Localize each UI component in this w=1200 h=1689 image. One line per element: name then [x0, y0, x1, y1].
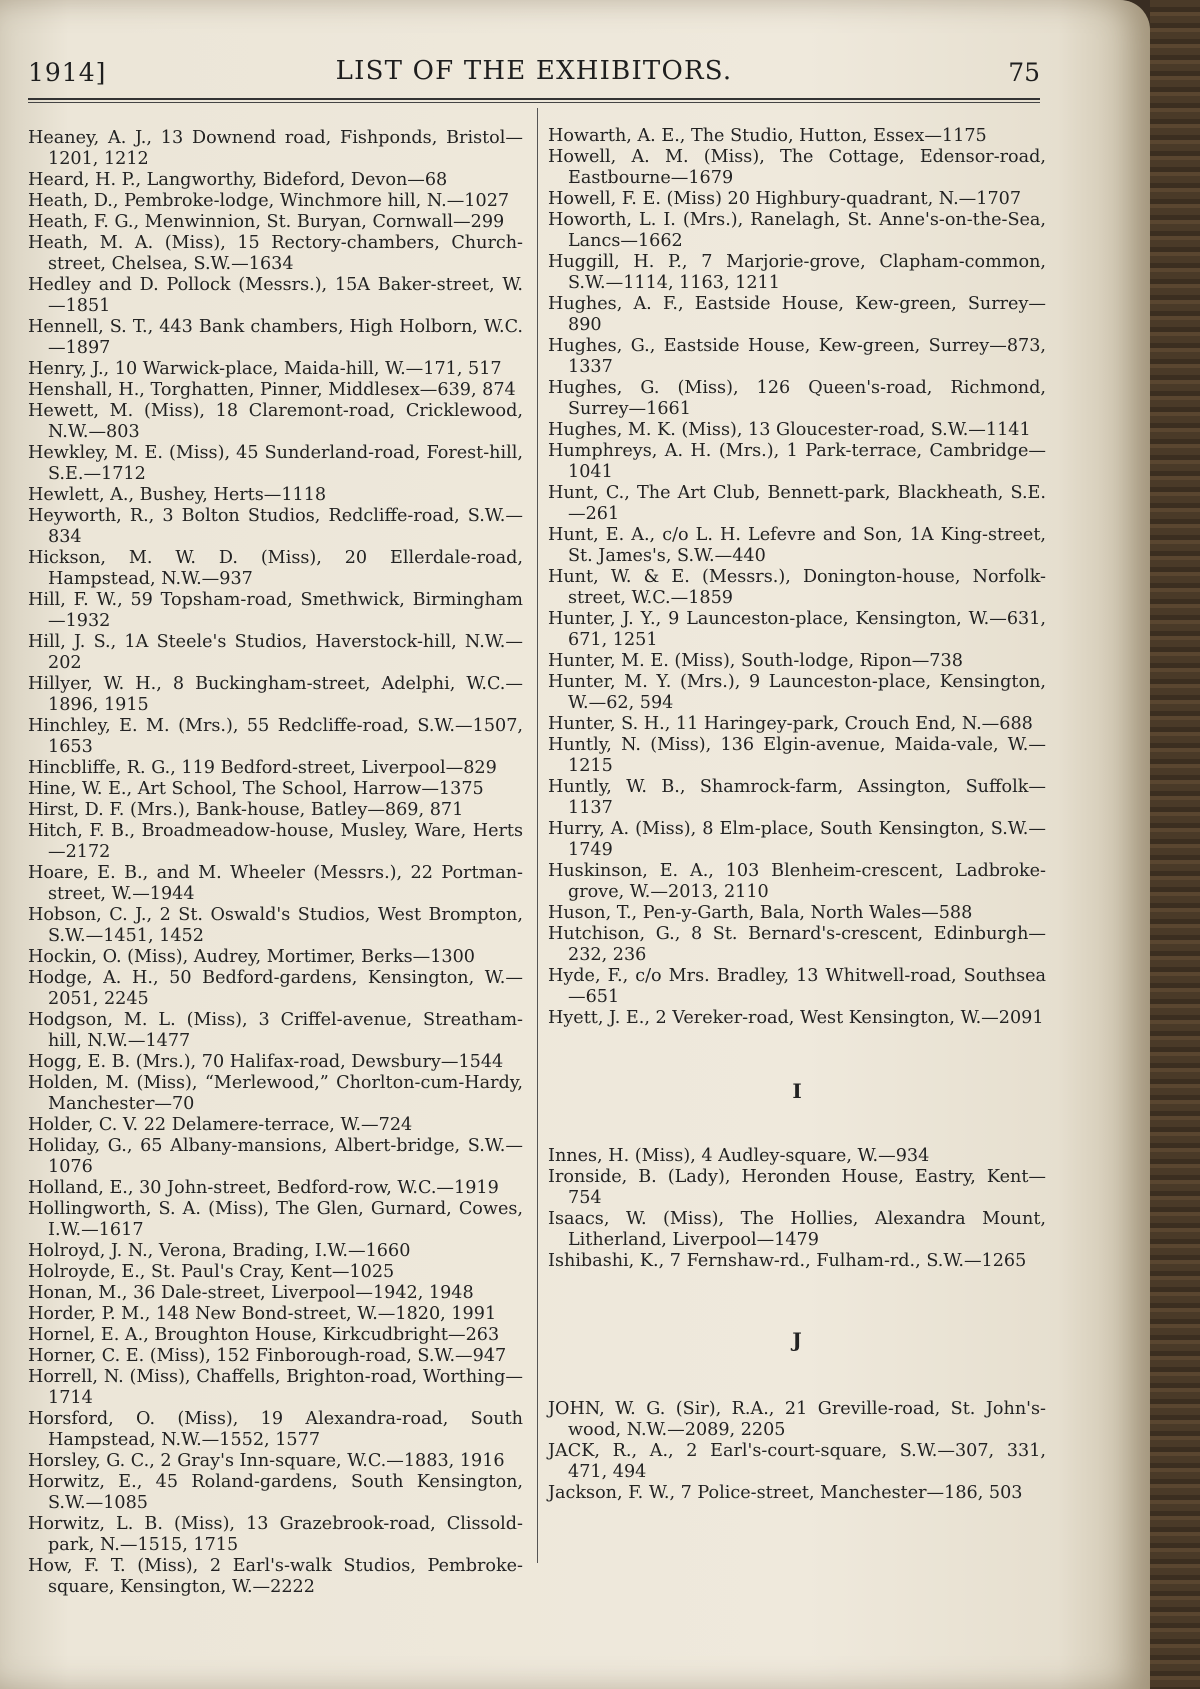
section-letter-j: J [792, 1328, 802, 1352]
exhibitor-entry: Horwitz, E., 45 Roland-gardens, South Kensington, S.W.—1085 [28, 1472, 523, 1513]
exhibitor-entry: Hewett, M. (Miss), 18 Claremont-road, Cricklewood, N.W.—803 [28, 401, 523, 442]
exhibitor-entry: Hirst, D. F. (Mrs.), Bank-house, Batley—869, 871 [28, 800, 464, 820]
exhibitor-entry: Innes, H. (Miss), 4 Audley-square, W.—934 [548, 1146, 930, 1166]
exhibitor-entry: Hodge, A. H., 50 Bedford-gardens, Kensington, W.—2051, 2245 [28, 968, 523, 1009]
exhibitor-entry: Henshall, H., Torghatten, Pinner, Middlesex—639, 874 [28, 380, 516, 400]
exhibitor-entry: Humphreys, A. H. (Mrs.), 1 Park-terrace, Cambridge—1041 [548, 441, 1046, 482]
running-header [28, 52, 1040, 96]
exhibitor-entry: Hedley and D. Pollock (Messrs.), 15A Baker-street, W.—1851 [28, 275, 523, 316]
exhibitor-entry: Howell, A. M. (Miss), The Cottage, Edensor-road, Eastbourne—1679 [548, 147, 1046, 188]
exhibitor-entry: Holroyde, E., St. Paul's Cray, Kent—1025 [28, 1262, 395, 1282]
exhibitor-entry: Henry, J., 10 Warwick-place, Maida-hill, W.—171, 517 [28, 359, 502, 379]
exhibitor-entry: Hunter, J. Y., 9 Launceston-place, Kensington, W.—631, 671, 1251 [548, 609, 1046, 650]
exhibitor-entry: Hyde, F., c/o Mrs. Bradley, 13 Whitwell-road, Southsea—651 [548, 966, 1046, 1007]
exhibitor-entry: Hitch, F. B., Broadmeadow-house, Musley, Ware, Herts—2172 [28, 821, 523, 862]
exhibitor-entry: Hutchison, G., 8 St. Bernard's-crescent, Edinburgh—232, 236 [548, 924, 1046, 965]
exhibitor-entry: Hunt, C., The Art Club, Bennett-park, Blackheath, S.E.—261 [548, 483, 1046, 524]
exhibitor-entry: Huggill, H. P., 7 Marjorie-grove, Clapham-common, S.W.—1114, 1163, 1211 [548, 252, 1046, 293]
section-i-list [548, 1146, 1046, 1272]
exhibitor-entry: Hughes, M. K. (Miss), 13 Gloucester-road, S.W.—1141 [548, 420, 1031, 440]
section-j-list [548, 1399, 1046, 1504]
header-rule-thin [28, 102, 1040, 103]
exhibitor-entry: Hewkley, M. E. (Miss), 45 Sunderland-road, Forest-hill, S.E.—1712 [28, 443, 523, 484]
left-column [28, 128, 523, 1598]
exhibitor-entry: Hunter, M. E. (Miss), South-lodge, Ripon—738 [548, 651, 963, 671]
exhibitor-entry: Hughes, G., Eastside House, Kew-green, Surrey—873, 1337 [548, 336, 1046, 377]
exhibitor-entry: Hunt, W. & E. (Messrs.), Donington-house, Norfolk-street, W.C.—1859 [548, 567, 1046, 608]
right-column [548, 126, 1046, 1504]
exhibitor-entry: Horsford, O. (Miss), 19 Alexandra-road, South Hampstead, N.W.—1552, 1577 [28, 1409, 523, 1450]
exhibitor-entry: Hennell, S. T., 443 Bank chambers, High Holborn, W.C.—1897 [28, 317, 523, 358]
exhibitor-entry: Huntly, W. B., Shamrock-farm, Assington, Suffolk—1137 [548, 777, 1046, 818]
exhibitor-entry: Horsley, G. C., 2 Gray's Inn-square, W.C.—1883, 1916 [28, 1451, 505, 1471]
exhibitor-entry: Horrell, N. (Miss), Chaffells, Brighton-road, Worthing—1714 [28, 1367, 523, 1408]
exhibitor-entry: Huntly, N. (Miss), 136 Elgin-avenue, Maida-vale, W.—1215 [548, 735, 1046, 776]
exhibitor-entry: Isaacs, W. (Miss), The Hollies, Alexandra Mount, Litherland, Liverpool—1479 [548, 1209, 1046, 1250]
exhibitor-entry: Hockin, O. (Miss), Audrey, Mortimer, Berks—1300 [28, 947, 475, 967]
exhibitor-entry: Hoare, E. B., and M. Wheeler (Messrs.), 22 Portman-street, W.—1944 [28, 863, 523, 904]
section-h-continued [548, 126, 1046, 1029]
exhibitor-entry: Hinchley, E. M. (Mrs.), 55 Redcliffe-road, S.W.—1507, 1653 [28, 716, 523, 757]
exhibitor-entry: Heyworth, R., 3 Bolton Studios, Redcliffe-road, S.W.—834 [28, 506, 523, 547]
exhibitor-entry: Holroyd, J. N., Verona, Brading, I.W.—1660 [28, 1241, 411, 1261]
exhibitor-entry: Hill, J. S., 1A Steele's Studios, Haverstock-hill, N.W.—202 [28, 632, 523, 673]
exhibitor-entry: Hillyer, W. H., 8 Buckingham-street, Adelphi, W.C.—1896, 1915 [28, 674, 523, 715]
exhibitor-entry: Ironside, B. (Lady), Heronden House, Eastry, Kent—754 [548, 1167, 1046, 1208]
exhibitor-entry: Heard, H. P., Langworthy, Bideford, Devon—68 [28, 170, 448, 190]
exhibitor-entry: Howorth, L. I. (Mrs.), Ranelagh, St. Anne's-on-the-Sea, Lancs—1662 [548, 210, 1046, 251]
exhibitor-entry: Hyett, J. E., 2 Vereker-road, West Kensington, W.—2091 [548, 1008, 1044, 1028]
exhibitor-entry: Hollingworth, S. A. (Miss), The Glen, Gurnard, Cowes, I.W.—1617 [28, 1199, 523, 1240]
exhibitor-entry: Hunter, M. Y. (Mrs.), 9 Launceston-place, Kensington, W.—62, 594 [548, 672, 1046, 713]
book-spine-edge [1150, 0, 1200, 1689]
exhibitor-entry: Honan, M., 36 Dale-street, Liverpool—1942, 1948 [28, 1283, 474, 1303]
exhibitor-entry: Horwitz, L. B. (Miss), 13 Grazebrook-road, Clissold-park, N.—1515, 1715 [28, 1514, 523, 1555]
exhibitor-entry: Hughes, G. (Miss), 126 Queen's-road, Richmond, Surrey—1661 [548, 378, 1046, 419]
exhibitor-entry: Hodgson, M. L. (Miss), 3 Criffel-avenue, Streatham-hill, N.W.—1477 [28, 1010, 523, 1051]
column-divider [537, 108, 538, 1563]
exhibitor-entry: Hobson, C. J., 2 St. Oswald's Studios, West Brompton, S.W.—1451, 1452 [28, 905, 523, 946]
exhibitor-entry: JOHN, W. G. (Sir), R.A., 21 Greville-road, St. John's-wood, N.W.—2089, 2205 [548, 1399, 1046, 1440]
exhibitor-entry: Holiday, G., 65 Albany-mansions, Albert-bridge, S.W.—1076 [28, 1136, 523, 1177]
header-rule [28, 98, 1040, 100]
exhibitor-entry: Hincbliffe, R. G., 119 Bedford-street, Liverpool—829 [28, 758, 497, 778]
exhibitor-entry: Horner, C. E. (Miss), 152 Finborough-road, S.W.—947 [28, 1346, 507, 1366]
exhibitor-entry: Huskinson, E. A., 103 Blenheim-crescent, Ladbroke-grove, W.—2013, 2110 [548, 861, 1046, 902]
exhibitor-entry: Hunter, S. H., 11 Haringey-park, Crouch End, N.—688 [548, 714, 1033, 734]
exhibitor-entry: Hornel, E. A., Broughton House, Kirkcudbright—263 [28, 1325, 500, 1345]
exhibitor-entry: Holden, M. (Miss), “Merlewood,” Chorlton-cum-Hardy, Manchester—70 [28, 1073, 523, 1114]
exhibitor-entry: Hogg, E. B. (Mrs.), 70 Halifax-road, Dewsbury—1544 [28, 1052, 504, 1072]
exhibitor-entry: Holder, C. V. 22 Delamere-terrace, W.—724 [28, 1115, 413, 1135]
exhibitor-entry: Ishibashi, K., 7 Fernshaw-rd., Fulham-rd., S.W.—1265 [548, 1251, 1027, 1271]
page-title: LIST OF THE EXHIBITORS. [335, 56, 733, 86]
exhibitor-entry: Heath, F. G., Menwinnion, St. Buryan, Cornwall—299 [28, 212, 505, 232]
section-letter-i: I [792, 1079, 802, 1103]
exhibitor-entry: Howarth, A. E., The Studio, Hutton, Essex—1175 [548, 126, 987, 146]
exhibitor-entry: Heath, D., Pembroke-lodge, Winchmore hill, N.—1027 [28, 191, 510, 211]
exhibitor-entry: Hill, F. W., 59 Topsham-road, Smethwick, Birmingham—1932 [28, 590, 523, 631]
exhibitor-entry: Heath, M. A. (Miss), 15 Rectory-chambers, Church-street, Chelsea, S.W.—1634 [28, 233, 523, 274]
exhibitor-entry: Hughes, A. F., Eastside House, Kew-green, Surrey—890 [548, 294, 1046, 335]
exhibitor-entry: How, F. T. (Miss), 2 Earl's-walk Studios, Pembroke-square, Kensington, W.—2222 [28, 1556, 523, 1597]
exhibitor-entry: Hewlett, A., Bushey, Herts—1118 [28, 485, 327, 505]
exhibitor-entry: Hickson, M. W. D. (Miss), 20 Ellerdale-road, Hampstead, N.W.—937 [28, 548, 523, 589]
header-year: 1914] [28, 58, 107, 87]
exhibitor-entry: Howell, F. E. (Miss) 20 Highbury-quadrant, N.—1707 [548, 189, 1022, 209]
page-number: 75 [1008, 58, 1040, 87]
exhibitor-entry: Jackson, F. W., 7 Police-street, Manchester—186, 503 [548, 1483, 1023, 1503]
exhibitor-entry: Hurry, A. (Miss), 8 Elm-place, South Kensington, S.W.—1749 [548, 819, 1046, 860]
exhibitor-entry: Heaney, A. J., 13 Downend road, Fishponds, Bristol—1201, 1212 [28, 128, 523, 169]
exhibitor-entry: Huson, T., Pen-y-Garth, Bala, North Wales—588 [548, 903, 973, 923]
exhibitor-entry: Horder, P. M., 148 New Bond-street, W.—1820, 1991 [28, 1304, 497, 1324]
exhibitor-entry: Hunt, E. A., c/o L. H. Lefevre and Son, 1A King-street, St. James's, S.W.—440 [548, 525, 1046, 566]
exhibitor-entry: Holland, E., 30 John-street, Bedford-row, W.C.—1919 [28, 1178, 499, 1198]
exhibitor-entry: JACK, R., A., 2 Earl's-court-square, S.W.—307, 331, 471, 494 [548, 1441, 1046, 1482]
exhibitor-entry: Hine, W. E., Art School, The School, Harrow—1375 [28, 779, 484, 799]
